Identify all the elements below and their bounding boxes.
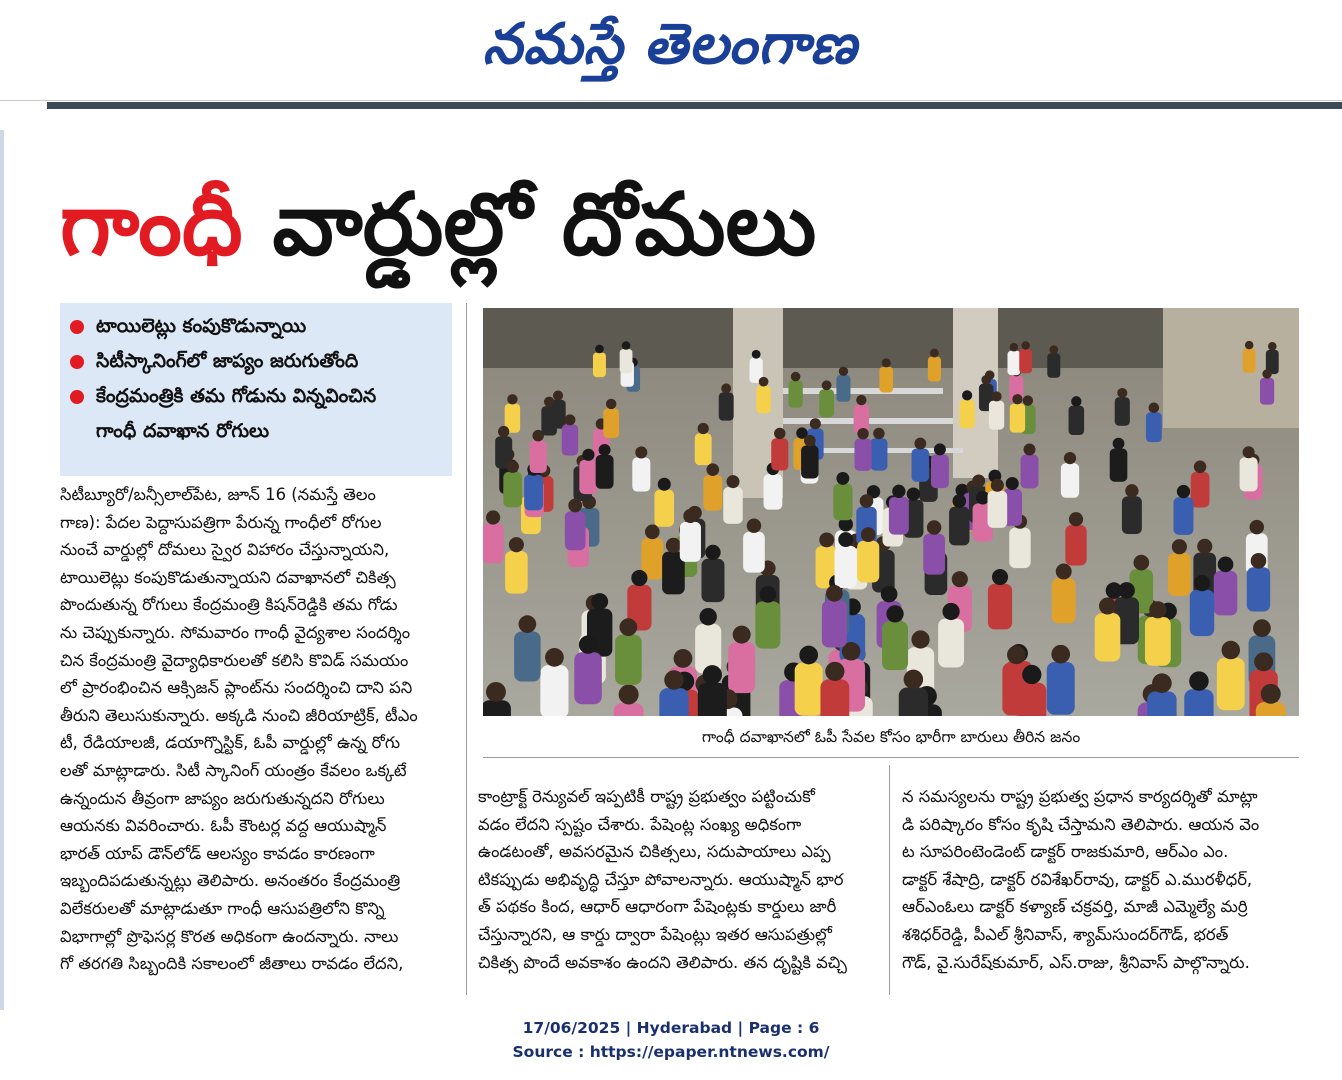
crowd-person-head [619, 618, 637, 636]
crowd-person-body [836, 375, 850, 402]
crowd-person-body [698, 683, 727, 716]
crowd-person-head [962, 390, 972, 400]
crowd-person-head [907, 487, 920, 500]
crowd-person-head [486, 510, 500, 524]
crowd-person-body [695, 624, 721, 673]
crowd-person-head [544, 397, 554, 407]
crowd-person-body [1146, 412, 1162, 442]
crowd-person-head [1222, 641, 1241, 660]
crowd-person-body [788, 381, 802, 408]
crowd-person-head [860, 494, 874, 508]
crowd-person-body [756, 386, 771, 414]
crowd-person-head [519, 615, 537, 633]
crowd-person-body [928, 357, 941, 382]
crowd-person-head [930, 349, 939, 358]
crowd-person-head [619, 685, 639, 705]
article-line: నుంచే వార్డుల్లో దోమలు స్వైర విహారం చేస్తున్నాయని, [60, 540, 390, 560]
crowd-person-head [703, 665, 722, 684]
crowd-person-head [1049, 345, 1058, 354]
crowd-person-body [1065, 525, 1086, 565]
crowd-person-head [622, 341, 631, 350]
crowd-person-body [795, 663, 823, 716]
crowd-person-head [579, 635, 597, 653]
crowd-person-head [721, 383, 731, 393]
article-line: టికప్పుడు అభివృద్ధి చేస్తూ పోవాలన్నారు. ఆయుష్మాన్ భార [478, 869, 844, 889]
crowd-person-body [889, 497, 909, 535]
article-line: ఆయనకు వివరించారు. ఓపీ కౌంటర్ల వద్ద ఆయుష్మాన్ [60, 816, 387, 836]
crowd-person-head [1117, 388, 1127, 398]
crowd-person-head [1012, 394, 1022, 404]
crowd-person-head [1218, 557, 1234, 573]
highlight-item: టాయిలెట్లు కంపుకొడున్నాయి [60, 309, 452, 344]
crowd-person-head [1022, 665, 1041, 684]
page-footer [0, 1016, 1342, 1064]
crowd-person-head [1113, 438, 1125, 450]
article-line: ఉండటంతో, అవసరమైన చికిత్సలు, సదుపాయాలు ఎప్ప [478, 842, 831, 862]
crowd-person-head [726, 475, 739, 488]
highlight-item-continuation: గాంధీ దవాఖాన రోగులు [96, 420, 270, 442]
crowd-person-head [1268, 342, 1277, 351]
crowd-person-body [654, 490, 674, 527]
masthead-divider-thick [47, 102, 1342, 109]
highlights-box [60, 303, 452, 476]
crowd-person-head [1251, 553, 1267, 569]
article-line: లతో మాట్లాడారు. సిటీ స్కానింగ్ యంత్రం కేవలం ఒక్కటే [60, 760, 407, 780]
crowd-person-body [949, 507, 969, 546]
crowd-person-head [836, 472, 849, 485]
article-line: ఆర్ఎంఓలు డాక్టర్ కళ్యాణ్ చక్రవర్తి, మాజీ ఎమ్మెల్యే మర్రి [902, 897, 1248, 917]
crowd-person-body [541, 406, 557, 435]
crowd-person-body [1217, 658, 1245, 710]
crowd-person-head [976, 491, 990, 505]
article-line: ను చెప్పుకున్నారు. సోమవారం గాంధీ వైద్యశాల సందర్శిం [60, 622, 411, 642]
crowd-person-body [565, 511, 586, 550]
crowd-person-head [706, 463, 719, 476]
crowd-person-head [857, 428, 868, 439]
crowd-person-body [579, 460, 597, 494]
crowd-person-head [952, 571, 968, 587]
crowd-photo [483, 308, 1299, 716]
crowd-person-head [861, 527, 876, 542]
crowd-person-head [1243, 446, 1255, 458]
article-line: భారత్ యాప్ డౌన్‌లోడ్ ఆలస్యం కావడం కారణంగా [60, 843, 375, 863]
crowd-person-body [524, 475, 543, 511]
crowd-person-head [666, 538, 681, 553]
article-line: లో ప్రారంభించిన ఆక్సిజన్ ప్లాంట్‌ను సందర్శించి దాని పని [60, 678, 413, 698]
crowd-person-head [942, 603, 959, 620]
crowd-person-body [822, 600, 847, 647]
crowd-person-head [1197, 539, 1212, 554]
crowd-person-head [856, 395, 866, 405]
crowd-person-head [927, 520, 941, 534]
crowd-person-head [1189, 671, 1209, 691]
crowd-person-body [562, 424, 578, 455]
crowd-person-head [804, 435, 816, 447]
crowd-person-head [1261, 684, 1281, 704]
bullet-dot-icon [70, 390, 84, 404]
crowd-person-body [603, 408, 619, 438]
crowd-person-body [1174, 497, 1194, 535]
crowd-person-body [593, 353, 606, 377]
photo-caption: గాంధీ దవాఖానలో ఓపీ సేవల కోసం భారీగా బారులు తీరిన జనం [701, 728, 1081, 746]
crowd-person-body [771, 438, 788, 470]
crowd-person-head [1254, 652, 1273, 671]
crowd-person-head [886, 605, 903, 622]
crowd-person-head [1024, 444, 1036, 456]
crowd-person-body [1069, 406, 1085, 435]
crowd-person-head [760, 586, 777, 603]
crowd-person-head [631, 570, 647, 586]
crowd-person-body [1168, 553, 1191, 596]
crowd-person-head [774, 428, 785, 439]
crowd-person-body [1240, 457, 1258, 491]
highlight-item: కేంద్రమంత్రికి తమ గోడును విన్నవించిన [60, 379, 452, 414]
crowd-person-head [507, 394, 517, 404]
crowd-person-head [991, 391, 1001, 401]
crowd-person-body [1007, 351, 1020, 375]
masthead [0, 0, 1342, 95]
crowd-person-body [755, 601, 780, 648]
footer-date-line: 17/06/2025 | Hyderabad | Page : 6 [522, 1019, 820, 1037]
caption-divider [483, 757, 1299, 758]
crowd-person-body [959, 400, 974, 429]
crowd-person-body [703, 475, 722, 511]
crowd-person-head [582, 449, 594, 461]
article-line: టాయిలెట్లు కంపుకొడుతున్నాయని దవాఖానలో చికిత్స [60, 567, 396, 587]
crowd-person-body [1019, 349, 1032, 373]
crowd-person-head [635, 446, 647, 458]
article-line: త్ పథకం కింద, ఆధార్ ఆధారంగా పేషెంట్లకు కార్డులు జారీ [478, 897, 837, 917]
crowd-photo-illustration [483, 308, 1299, 716]
crowd-person-head [658, 478, 671, 491]
article-line: విలేకరులతో మాట్లాడుతూ గాంధీ ఆసుపత్రిలోని కొన్ని [60, 898, 385, 918]
crowd-person-head [759, 377, 769, 387]
crowd-person-head [1021, 341, 1030, 350]
crowd-person-head [591, 593, 608, 610]
crowd-person-body [879, 367, 893, 393]
article-line: విభాగాల్లో ప్రొఫెసర్ల కొరత అధికంగా ఉందన్నారు. నాలు [60, 926, 399, 946]
footer-source-line: Source : https://epaper.ntnews.com/ [512, 1043, 830, 1061]
crowd-person-head [826, 585, 843, 602]
crowd-person-body [857, 541, 879, 583]
article-line: తీరుని తెలుసుకున్నారు. అక్కడి నుంచి జీరియాట్రిక్, టీఎం [60, 705, 418, 725]
crowd-person-head [1250, 520, 1264, 534]
article-line: సిటీబ్యూరో/బన్సీలాల్‌పేట, జూన్ 16 (నమస్తే తెలం [60, 485, 376, 504]
crowd-person-head [1010, 343, 1019, 352]
article-line: వడం లేదని స్పష్టం చేశారు. పేషెంట్ల సంఖ్య అధికంగా [478, 814, 802, 834]
crowd-person-head [822, 380, 832, 390]
crowd-person-body [1110, 448, 1128, 481]
article-column-2 [478, 783, 878, 976]
crowd-person-head [791, 372, 801, 382]
article-column-1 [60, 481, 452, 978]
crowd-person-body [1009, 528, 1030, 569]
headline-black-words: వార్డుల్లో దోమలు [272, 175, 817, 275]
newspaper-logo: నమస్తే తెలంగాణ [482, 11, 858, 77]
crowd-person-body [1191, 472, 1210, 507]
crowd-person-body [1061, 463, 1079, 498]
crowd-person-body [1052, 578, 1076, 623]
bullet-dot-icon [70, 355, 84, 369]
crowd-person-head [1149, 601, 1166, 618]
crowd-person-body [882, 621, 908, 670]
crowd-person-head [1152, 673, 1172, 693]
crowd-person-head [991, 479, 1004, 492]
crowd-person-head [810, 418, 821, 429]
article-line: పొందుతున్న రోగులు కేంద్రమంత్రి కిషన్‌రెడ్డికి తమ గోడు [60, 595, 398, 615]
crowd-person-body [503, 472, 522, 507]
crowd-person-body [1095, 613, 1121, 661]
crowd-person-head [873, 428, 884, 439]
column-divider [466, 303, 467, 995]
crowd-person-head [952, 494, 966, 508]
article-line: గో తరగతి సిబ్బందికి సకాలంలో జీతాలు రావడం లేదని, [60, 954, 404, 974]
crowd-person-head [914, 438, 926, 450]
article-line: టీ, రేడియాలజీ, డయాగ్నొస్టిక్, ఓపీ వార్డుల్లో ఉన్న రోగు [60, 733, 401, 753]
crowd-person-head [553, 390, 563, 400]
crowd-person-head [698, 423, 709, 434]
crowd-person-head [892, 485, 905, 498]
crowd-person-body [938, 619, 964, 668]
bullet-dot-icon [70, 320, 84, 334]
crowd-person-head [1051, 645, 1070, 664]
crowd-person-head [1007, 646, 1026, 665]
crowd-person-head [1069, 512, 1083, 526]
article-line: గాణ): పేదల పెద్దాసుపత్రిగా పేరున్న గాంధీలో రోగుల [60, 512, 382, 532]
crowd-person-body [1145, 617, 1171, 666]
crowd-person-head [752, 350, 761, 359]
crowd-person-head [1006, 477, 1019, 490]
crowd-person-body [574, 652, 602, 704]
crowd-person-head [1099, 597, 1116, 614]
crowd-person-head [747, 518, 761, 532]
highlight-item: సిటీస్కానింగ్‌లో జాప్యం జరుగుతోంది [60, 344, 452, 379]
crowd-person-head [564, 414, 575, 425]
crowd-person-body [899, 688, 928, 716]
crowd-person-body [1017, 683, 1046, 716]
crowd-person-head [934, 443, 946, 455]
crowd-person-body [514, 631, 540, 681]
crowd-person-head [904, 670, 923, 689]
crowd-person-head [1245, 341, 1254, 350]
article-headline [60, 150, 1300, 300]
masthead-divider-thin [0, 100, 1342, 101]
crowd-person-body [596, 455, 614, 489]
crowd-person-head [1118, 582, 1135, 599]
crowd-person-body [719, 393, 734, 421]
crowd-person-head [606, 399, 616, 409]
crowd-person-body [912, 448, 930, 481]
crowd-person-head [664, 670, 683, 689]
crowd-person-body [483, 523, 504, 563]
crowd-person-body [854, 438, 871, 470]
crowd-person-head [674, 649, 693, 668]
crowd-person-body [728, 642, 755, 693]
crowd-person-head [839, 367, 848, 376]
crowd-person-body [870, 438, 887, 470]
crowd-person-body [833, 484, 852, 521]
crowd-person-body [743, 532, 765, 573]
crowd-person-head [799, 646, 818, 665]
crowd-person-head [683, 509, 697, 523]
crowd-person-head [992, 569, 1008, 585]
crowd-person-body [988, 584, 1012, 630]
crowd-person-body [1147, 691, 1176, 716]
crowd-person-body [530, 440, 547, 473]
crowd-person-head [486, 682, 506, 702]
article-line: ఉన్నందున తీవ్రంగా జాప్యం జరుగుతున్నదని రోగులు [60, 788, 385, 808]
crowd-person-body [1247, 567, 1270, 611]
crowd-person-body [614, 703, 644, 716]
crowd-person-head [911, 630, 929, 648]
crowd-person-body [505, 551, 528, 594]
crowd-person-body [1243, 349, 1256, 373]
crowd-person-body [931, 454, 949, 488]
crowd-person-head [1172, 539, 1187, 554]
crowd-person-head [1064, 452, 1076, 464]
article-line: ఇబ్బందిపడుతున్నట్లు తెలిపారు. అనంతరం కేంద్రమంత్రి [60, 871, 401, 891]
crowd-person-body [801, 446, 818, 479]
crowd-person-body [1010, 403, 1025, 432]
article-line: శశిధర్‌రెడ్డి, పీఎల్ శ్రీనివాస్, శ్యామ్‌సుందర్‌గౌడ్, భరత్ [902, 924, 1229, 944]
crowd-person-body [701, 559, 724, 602]
crowd-person-body [695, 433, 712, 465]
crowd-person-body [764, 474, 783, 510]
article-line: కాంట్రాక్ట్ రెన్యువల్ ఇప్పటికీ రాష్ట్ర ప్రభుత్వం పట్టించుకో [478, 787, 815, 806]
crowd-person-head [1194, 575, 1210, 591]
crowd-person-body [988, 491, 1008, 528]
crowd-person-head [1133, 555, 1149, 571]
crowd-person-body [819, 389, 834, 417]
article-line: ట సూపరింటెండెంట్ డాక్టర్ రాజకుమారి, ఆర్ఎం ఎం. [902, 842, 1229, 862]
crowd-person-head [545, 648, 564, 667]
crowd-person-body [723, 487, 742, 524]
crowd-person-body [1190, 590, 1214, 636]
crowd-person-head [972, 474, 985, 487]
crowd-person-body [680, 522, 701, 562]
crowd-person-head [733, 626, 751, 644]
crowd-person-body [820, 679, 849, 716]
crowd-person-body [615, 635, 642, 685]
crowd-person-head [1056, 563, 1072, 579]
crowd-person-body [1021, 455, 1039, 489]
crowd-person-body [620, 349, 633, 373]
crowd-person-body [1184, 689, 1213, 716]
crowd-person-head [705, 545, 720, 560]
crowd-person-head [1177, 485, 1190, 498]
crowd-person-body [659, 688, 688, 716]
crowd-person-body [1256, 702, 1286, 716]
crowd-person-body [1047, 353, 1060, 378]
column-divider [889, 765, 890, 995]
crowd-person-body [923, 534, 945, 575]
crowd-person-head [882, 358, 891, 367]
crowd-person-body [1260, 378, 1274, 405]
crowd-person-body [483, 700, 511, 716]
crowd-person-head [825, 662, 844, 681]
crowd-person-head [506, 460, 519, 473]
crowd-person-head [819, 532, 834, 547]
crowd-person-head [1071, 396, 1081, 406]
crowd-person-head [699, 608, 716, 625]
article-line: గౌడ్, వై.సురేష్‌కుమార్, ఎస్.రాజు, శ్రీనివాస్ పాల్గొన్నారు. [902, 952, 1250, 972]
crowd-person-head [1023, 395, 1033, 405]
crowd-person-head [509, 537, 524, 552]
crowd-person-head [498, 426, 509, 437]
article-line: న సమస్యలను రాష్ట్ర ప్రభుత్వ ప్రధాన కార్యదర్శితో మాట్లా [902, 787, 1258, 806]
crowd-person-head [1149, 403, 1160, 414]
crowd-person-head [981, 375, 991, 385]
crowd-person-body [540, 665, 568, 716]
headline-red-word: గాంధీ [60, 175, 243, 275]
crowd-person-body [1047, 662, 1075, 715]
crowd-person-head [599, 444, 611, 456]
crowd-person-head [595, 345, 604, 354]
crowd-person-head [838, 532, 853, 547]
crowd-person-head [1262, 369, 1271, 378]
crowd-person-body [632, 457, 650, 491]
crowd-person-head [1253, 619, 1271, 637]
article-line: చిన కేంద్రమంత్రి వైద్యాధికారులతో కలిసి కొవిడ్ సమయం [60, 650, 409, 670]
crowd-person-body [1214, 571, 1238, 616]
article-line: డి పరిష్కారం కోసం కృషి చేస్తామని తెలిపారు. ఆయన వెం [902, 814, 1260, 834]
crowd-person-body [835, 546, 857, 588]
crowd-person-body [1115, 397, 1130, 426]
crowd-person-body [989, 401, 1004, 430]
crowd-person-head [1125, 484, 1138, 497]
article-line: చేస్తున్నారని, ఆ కార్డు ద్వారా పేషెంట్లు ఇతర ఆసుపత్రుల్లో [478, 924, 832, 944]
page-edge-strip [0, 130, 4, 1010]
crowd-person-head [645, 525, 660, 540]
crowd-person-body [1122, 496, 1142, 534]
article-line: చికిత్స పొందే అవకాశం ఉందని తెలిపారు. తన దృష్టికి వచ్చి [478, 952, 847, 972]
crowd-person-head [1194, 461, 1207, 474]
crowd-person-head [568, 499, 582, 513]
crowd-person-head [881, 586, 898, 603]
article-line: డాక్టర్ శేషాద్రి, డాక్టర్ రవిశేఖర్‌రావు, డాక్టర్ ఎ.మురళీధర్, [902, 869, 1253, 889]
article-column-3 [902, 783, 1299, 976]
